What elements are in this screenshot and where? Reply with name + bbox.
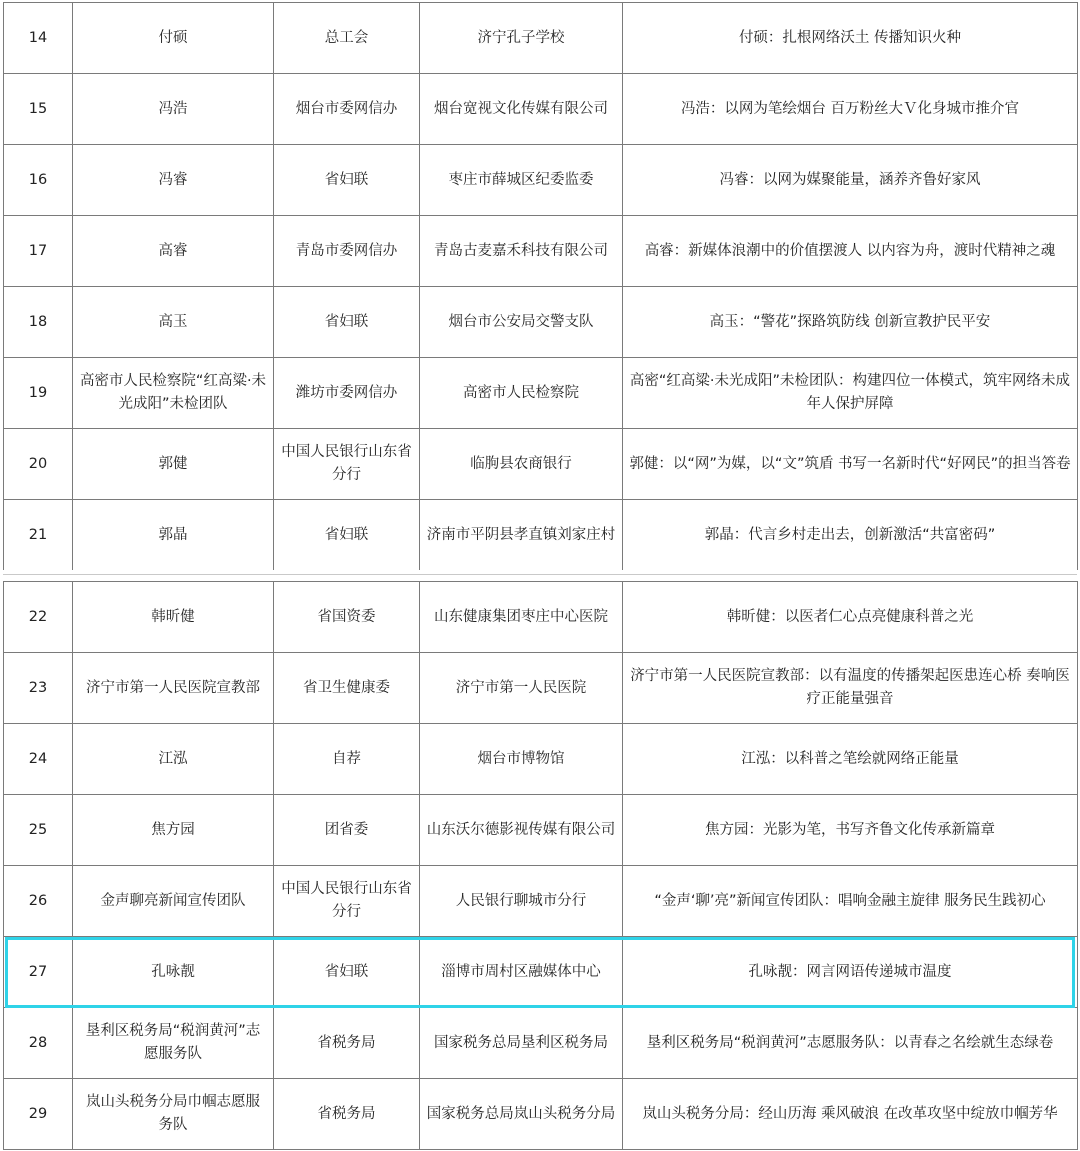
table-row	[4, 287, 1078, 358]
row-number: 16	[4, 145, 73, 216]
table-body-part1	[4, 3, 1078, 571]
recommending-unit: 省国资委	[274, 582, 420, 653]
row-number: 28	[4, 1008, 73, 1079]
row-number: 22	[4, 582, 73, 653]
honoree-name: 江泓	[73, 724, 274, 795]
story-title: 焦方园：光影为笔，书写齐鲁文化传承新篇章	[623, 795, 1078, 866]
story-title: 济宁市第一人民医院宣教部：以有温度的传播架起医患连心桥 奏响医疗正能量强音	[623, 653, 1078, 724]
table-row	[4, 1079, 1078, 1150]
work-unit: 山东健康集团枣庄中心医院	[420, 582, 623, 653]
honoree-name: 高密市人民检察院“红高粱·未光成阳”未检团队	[73, 358, 274, 429]
story-title: 冯浩：以网为笔绘烟台 百万粉丝大Ｖ化身城市推介官	[623, 74, 1078, 145]
honoree-name: 冯睿	[73, 145, 274, 216]
table-row-highlighted	[4, 937, 1078, 1008]
recommending-unit: 省妇联	[274, 145, 420, 216]
honoree-table-part2	[3, 581, 1078, 1150]
work-unit: 济宁市第一人民医院	[420, 653, 623, 724]
page-break-divider	[3, 574, 1077, 575]
table-body-part2	[4, 582, 1078, 1150]
story-title: 付硕：扎根网络沃土 传播知识火种	[623, 3, 1078, 74]
recommending-unit: 青岛市委网信办	[274, 216, 420, 287]
table-row	[4, 3, 1078, 74]
row-number: 15	[4, 74, 73, 145]
row-number: 18	[4, 287, 73, 358]
recommending-unit: 省税务局	[274, 1008, 420, 1079]
honoree-name: 济宁市第一人民医院宣教部	[73, 653, 274, 724]
recommending-unit: 省税务局	[274, 1079, 420, 1150]
story-title: 高密“红高粱·未光成阳”未检团队：构建四位一体模式，筑牢网络未成年人保护屏障	[623, 358, 1078, 429]
recommending-unit: 省卫生健康委	[274, 653, 420, 724]
work-unit: 山东沃尔德影视传媒有限公司	[420, 795, 623, 866]
story-title: 孔咏靓：网言网语传递城市温度	[623, 937, 1078, 1008]
table-row	[4, 74, 1078, 145]
recommending-unit: 省妇联	[274, 287, 420, 358]
work-unit: 淄博市周村区融媒体中心	[420, 937, 623, 1008]
work-unit: 济宁孔子学校	[420, 3, 623, 74]
work-unit: 济南市平阴县孝直镇刘家庄村	[420, 500, 623, 571]
work-unit: 烟台宽视文化传媒有限公司	[420, 74, 623, 145]
honoree-name: 岚山头税务分局巾帼志愿服务队	[73, 1079, 274, 1150]
recommending-unit: 中国人民银行山东省分行	[274, 866, 420, 937]
story-title: 郭健：以“网”为媒，以“文”筑盾 书写一名新时代“好网民”的担当答卷	[623, 429, 1078, 500]
table-row	[4, 358, 1078, 429]
work-unit: 青岛古麦嘉禾科技有限公司	[420, 216, 623, 287]
recommending-unit: 总工会	[274, 3, 420, 74]
table-row	[4, 500, 1078, 571]
row-number: 23	[4, 653, 73, 724]
honoree-name: 付硕	[73, 3, 274, 74]
table-row	[4, 653, 1078, 724]
work-unit: 国家税务总局岚山头税务分局	[420, 1079, 623, 1150]
row-number: 27	[4, 937, 73, 1008]
recommending-unit: 省妇联	[274, 937, 420, 1008]
honoree-name: 韩昕健	[73, 582, 274, 653]
row-number: 17	[4, 216, 73, 287]
story-title: “金声‘聊’亮”新闻宣传团队：唱响金融主旋律 服务民生践初心	[623, 866, 1078, 937]
story-title: 高玉：“警花”探路筑防线 创新宣教护民平安	[623, 287, 1078, 358]
honoree-name: 高睿	[73, 216, 274, 287]
honoree-name: 金声聊亮新闻宣传团队	[73, 866, 274, 937]
row-number: 29	[4, 1079, 73, 1150]
work-unit: 临朐县农商银行	[420, 429, 623, 500]
honoree-name: 郭健	[73, 429, 274, 500]
table-row	[4, 429, 1078, 500]
story-title: 垦利区税务局“税润黄河”志愿服务队：以青春之名绘就生态绿卷	[623, 1008, 1078, 1079]
table-row	[4, 795, 1078, 866]
work-unit: 枣庄市薛城区纪委监委	[420, 145, 623, 216]
row-number: 25	[4, 795, 73, 866]
honoree-name: 郭晶	[73, 500, 274, 571]
row-number: 19	[4, 358, 73, 429]
story-title: 郭晶：代言乡村走出去，创新激活“共富密码”	[623, 500, 1078, 571]
work-unit: 烟台市公安局交警支队	[420, 287, 623, 358]
recommending-unit: 自荐	[274, 724, 420, 795]
table-row	[4, 216, 1078, 287]
story-title: 韩昕健：以医者仁心点亮健康科普之光	[623, 582, 1078, 653]
table-row	[4, 866, 1078, 937]
work-unit: 烟台市博物馆	[420, 724, 623, 795]
work-unit: 高密市人民检察院	[420, 358, 623, 429]
row-number: 24	[4, 724, 73, 795]
story-title: 高睿：新媒体浪潮中的价值摆渡人 以内容为舟，渡时代精神之魂	[623, 216, 1078, 287]
story-title: 冯睿：以网为媒聚能量，涵养齐鲁好家风	[623, 145, 1078, 216]
work-unit: 人民银行聊城市分行	[420, 866, 623, 937]
row-number: 14	[4, 3, 73, 74]
recommending-unit: 团省委	[274, 795, 420, 866]
row-number: 26	[4, 866, 73, 937]
story-title: 岚山头税务分局：经山历海 乘风破浪 在改革攻坚中绽放巾帼芳华	[623, 1079, 1078, 1150]
honoree-name: 高玉	[73, 287, 274, 358]
recommending-unit: 潍坊市委网信办	[274, 358, 420, 429]
row-number: 21	[4, 500, 73, 571]
honoree-name: 焦方园	[73, 795, 274, 866]
recommending-unit: 中国人民银行山东省分行	[274, 429, 420, 500]
recommending-unit: 烟台市委网信办	[274, 74, 420, 145]
story-title: 江泓：以科普之笔绘就网络正能量	[623, 724, 1078, 795]
table-row	[4, 582, 1078, 653]
table-row	[4, 724, 1078, 795]
row-number: 20	[4, 429, 73, 500]
table-row	[4, 145, 1078, 216]
honoree-name: 垦利区税务局“税润黄河”志愿服务队	[73, 1008, 274, 1079]
honoree-table-part1	[3, 2, 1078, 571]
work-unit: 国家税务总局垦利区税务局	[420, 1008, 623, 1079]
table-row	[4, 1008, 1078, 1079]
honoree-name: 冯浩	[73, 74, 274, 145]
recommending-unit: 省妇联	[274, 500, 420, 571]
honoree-name: 孔咏靓	[73, 937, 274, 1008]
